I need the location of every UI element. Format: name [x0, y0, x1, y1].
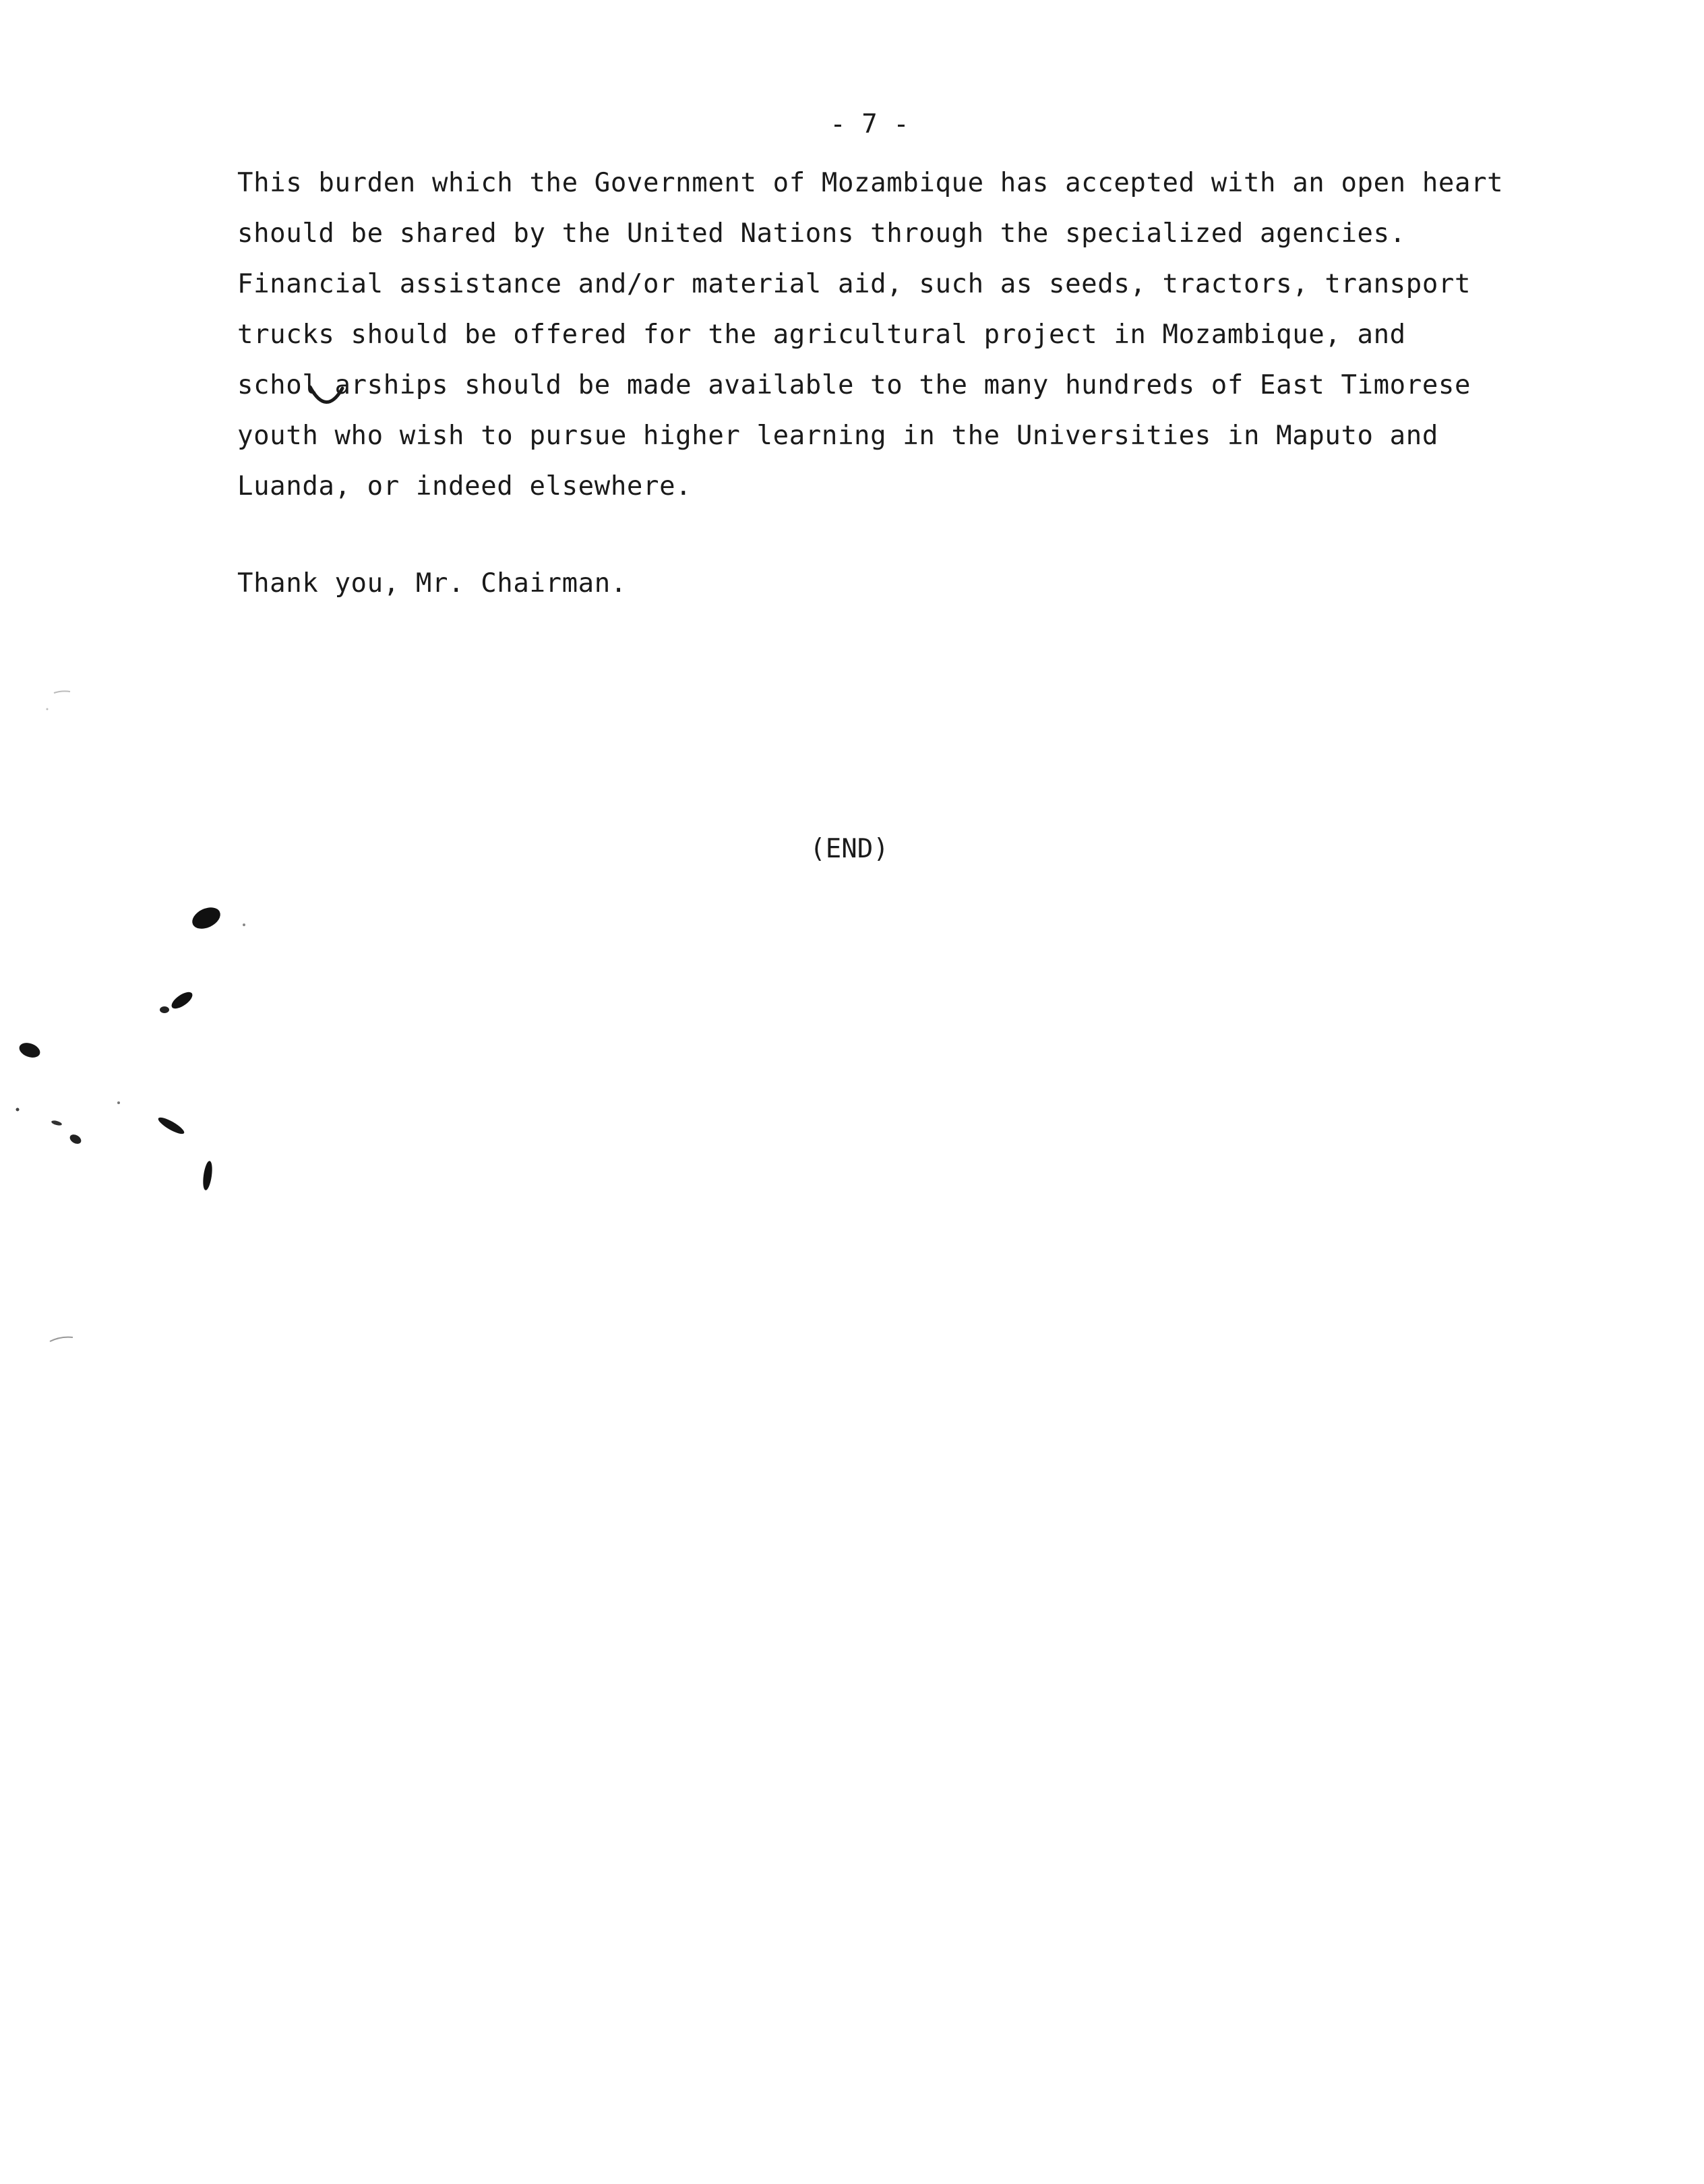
paragraph-line: trucks should be offered for the agricultural project in Mozambique, and [237, 320, 1406, 350]
correction-mark-icon [307, 384, 345, 411]
paragraph-line: Financial assistance and/or material aid, such as seeds, tractors, transport [237, 269, 1471, 299]
closing-line: Thank you, Mr. Chairman. [237, 568, 627, 599]
paragraph-line: This burden which the Government of Mozambique has accepted with an open heart [237, 168, 1504, 198]
end-marker: (END) [810, 834, 889, 864]
paragraph-line: Luanda, or indeed elsewhere. [237, 471, 692, 502]
paragraph-line: schol arships should be made available to the many hundreds of East Timorese [237, 370, 1471, 400]
page-number: - 7 - [830, 109, 909, 140]
paragraph-line: youth who wish to pursue higher learning in the Universities in Maputo and [237, 421, 1438, 451]
body-paragraph [237, 158, 1585, 512]
paragraph-line: should be shared by the United Nations through the specialized agencies. [237, 218, 1406, 249]
